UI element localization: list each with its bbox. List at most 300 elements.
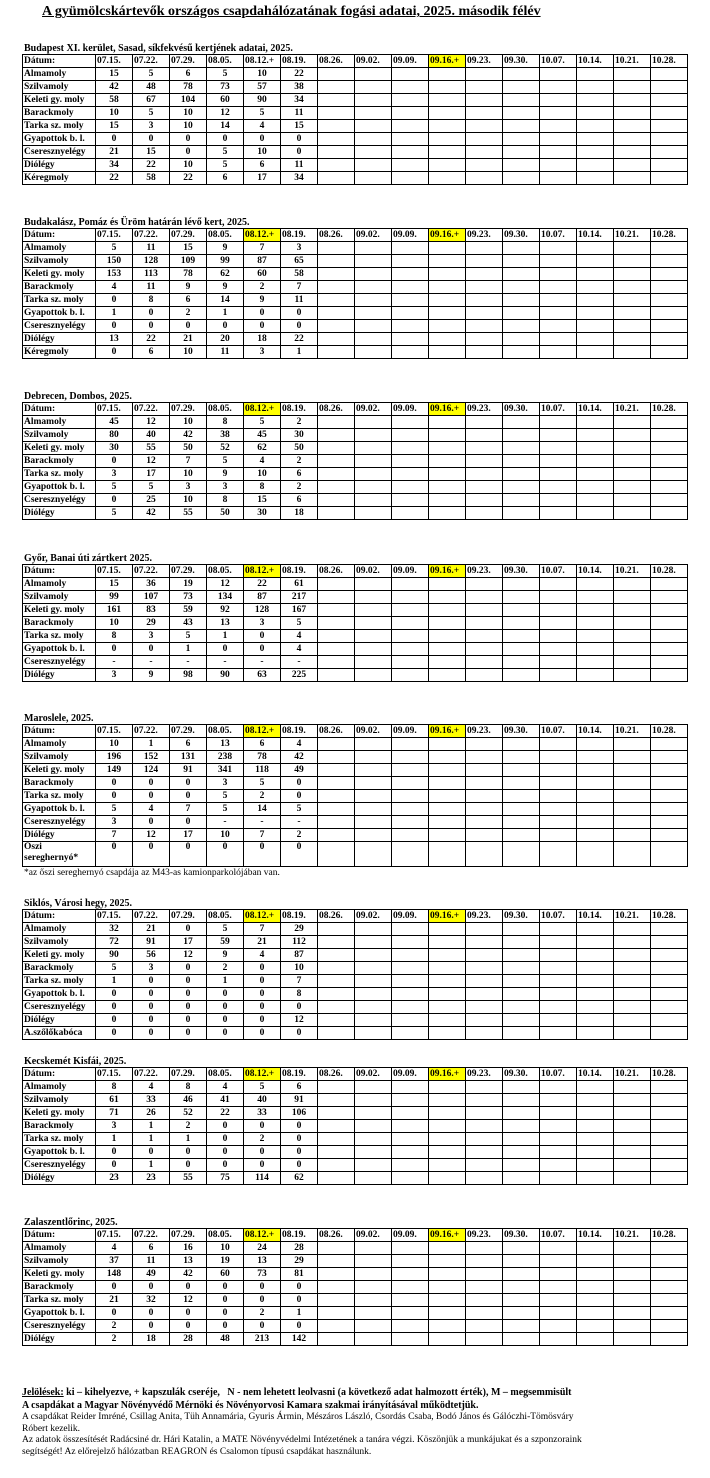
catch-value-cell: 12 [133,829,170,842]
catch-value-cell [577,494,614,507]
catch-value-cell [540,94,577,107]
pest-label: Kéregmoly [23,346,96,359]
catch-value-cell [318,68,355,81]
table-row [23,1294,688,1307]
catch-value-cell [318,455,355,468]
catch-value-cell [429,1255,466,1268]
catch-value-cell [355,764,392,777]
catch-value-cell [540,816,577,829]
catch-value-cell: 13 [207,617,244,630]
catch-value-cell: 128 [133,255,170,268]
catch-value-cell: 11 [207,346,244,359]
catch-value-cell: 0 [244,962,281,975]
date-header-cell: 09.09. [392,565,429,578]
table-row [23,803,688,816]
catch-value-cell [318,1159,355,1172]
catch-value-cell [429,455,466,468]
catch-value-cell [503,468,540,481]
catch-value-cell [540,1320,577,1333]
catch-value-cell [466,1107,503,1120]
date-header-cell: 09.23. [466,565,503,578]
catch-value-cell [392,1133,429,1146]
catch-value-cell: 48 [133,81,170,94]
catch-value-cell [466,1255,503,1268]
pest-label: Gyapottok b. l. [23,481,96,494]
catch-value-cell [318,777,355,790]
catch-value-cell: 11 [133,242,170,255]
catch-value-cell [577,751,614,764]
catch-value-cell [540,1268,577,1281]
date-header-cell: 10.21. [614,55,651,68]
date-header-cell: 08.05. [207,403,244,416]
catch-value-cell [466,281,503,294]
catch-value-cell: 5 [244,777,281,790]
catch-value-cell [355,630,392,643]
catch-value-cell [651,591,688,604]
date-header-label: Dátum: [23,910,96,923]
catch-value-cell: 57 [244,81,281,94]
catch-value-cell: 0 [207,988,244,1001]
catch-value-cell [318,320,355,333]
pest-label: Tarka sz. moly [23,468,96,481]
table-row [23,1120,688,1133]
date-header-cell: 08.12.+ [244,1229,281,1242]
catch-value-cell: 34 [281,94,318,107]
catch-value-cell: 0 [133,816,170,829]
catch-value-cell [503,1107,540,1120]
catch-value-cell [392,578,429,591]
catch-value-cell [466,643,503,656]
catch-value-cell [466,816,503,829]
catch-value-cell [577,1094,614,1107]
catch-value-cell [466,468,503,481]
catch-value-cell [651,468,688,481]
catch-value-cell [577,842,614,867]
catch-value-cell [318,281,355,294]
catch-value-cell [318,604,355,617]
catch-value-cell [318,172,355,185]
catch-value-cell: 124 [133,764,170,777]
table-row [23,1133,688,1146]
site-caption: Budapest XI. kerület, Sasad, síkfekvésű kertjének adatai, 2025. [24,43,293,54]
catch-value-cell: 55 [133,442,170,455]
catch-value-cell: 22 [244,578,281,591]
table-row [23,1027,688,1040]
catch-value-cell [392,429,429,442]
catch-value-cell [651,1242,688,1255]
catch-value-cell: 17 [170,829,207,842]
date-header-cell: 07.22. [133,1229,170,1242]
catch-value-cell: 21 [244,936,281,949]
date-header-label: Dátum: [23,1068,96,1081]
catch-value-cell [355,346,392,359]
catch-value-cell [429,146,466,159]
catch-value-cell: 0 [207,1133,244,1146]
catch-value-cell [577,975,614,988]
catch-value-cell: 3 [133,630,170,643]
catch-value-cell: 30 [281,429,318,442]
catch-value-cell: 22 [207,1107,244,1120]
catch-value-cell [429,1001,466,1014]
catch-value-cell [651,281,688,294]
catch-value-cell: - [96,656,133,669]
catch-value-cell: 7 [281,281,318,294]
catch-value-cell [392,1081,429,1094]
catch-value-cell [466,242,503,255]
date-header-cell: 09.02. [355,1229,392,1242]
table-row [23,281,688,294]
date-header-cell: 08.19. [281,229,318,242]
date-header-cell: 08.26. [318,229,355,242]
catch-value-cell [429,1133,466,1146]
catch-value-cell: 0 [133,307,170,320]
table-row [23,133,688,146]
catch-value-cell [503,1255,540,1268]
catch-value-cell [614,604,651,617]
catch-value-cell [318,1294,355,1307]
catch-value-cell [614,949,651,962]
pest-label: Kéregmoly [23,172,96,185]
date-header-cell: 07.15. [96,229,133,242]
catch-value-cell: 0 [170,842,207,867]
catch-value-cell [503,1133,540,1146]
catch-value-cell: 40 [244,1094,281,1107]
catch-value-cell: 0 [281,1294,318,1307]
catch-value-cell: 0 [96,842,133,867]
catch-value-cell [355,159,392,172]
catch-value-cell: 1 [133,738,170,751]
catch-value-cell [540,591,577,604]
catch-value-cell: 56 [133,949,170,962]
catch-value-cell [577,94,614,107]
date-header-row [23,229,688,242]
catch-value-cell: 23 [133,1172,170,1185]
catch-value-cell [540,416,577,429]
catch-value-cell: 0 [281,1133,318,1146]
catch-value-cell [466,777,503,790]
catch-value-cell [392,790,429,803]
table-row [23,416,688,429]
catch-value-cell [577,1159,614,1172]
catch-value-cell [318,507,355,520]
catch-value-cell: 8 [96,1081,133,1094]
catch-value-cell: 10 [170,494,207,507]
catch-value-cell [503,172,540,185]
catch-value-cell [577,1172,614,1185]
catch-value-cell [355,68,392,81]
catch-value-cell: 15 [281,120,318,133]
catch-value-cell: 60 [244,268,281,281]
catch-value-cell [318,975,355,988]
date-header-row [23,910,688,923]
catch-value-cell: 6 [244,738,281,751]
catch-value-cell: 13 [207,738,244,751]
catch-value-cell [318,1081,355,1094]
catch-value-cell [651,333,688,346]
date-header-label: Dátum: [23,1229,96,1242]
catch-value-cell: 5 [96,803,133,816]
catch-value-cell [355,949,392,962]
catch-value-cell [392,172,429,185]
catch-value-cell [355,1094,392,1107]
pest-label: Diólégy [23,159,96,172]
catch-value-cell [614,1133,651,1146]
catch-value-cell: 142 [281,1333,318,1346]
pest-label: Cseresznyelégy [23,1159,96,1172]
catch-value-cell [503,120,540,133]
table-row [23,455,688,468]
date-header-cell: 07.15. [96,910,133,923]
date-header-cell: 08.12.+ [244,229,281,242]
catch-value-cell: 0 [96,790,133,803]
catch-value-cell: 13 [96,333,133,346]
catch-value-cell: 15 [96,120,133,133]
catch-value-cell: 0 [96,320,133,333]
pest-label: Almamoly [23,578,96,591]
pest-label: Almamoly [23,923,96,936]
catch-value-cell [466,936,503,949]
catch-value-cell: 0 [244,320,281,333]
catch-value-cell [429,320,466,333]
pest-label: Barackmoly [23,962,96,975]
catch-value-cell [392,281,429,294]
catch-value-cell [318,242,355,255]
catch-value-cell [392,751,429,764]
catch-value-cell [355,751,392,764]
catch-value-cell [392,656,429,669]
catch-value-cell [392,975,429,988]
catch-value-cell [614,803,651,816]
catch-value-cell [392,455,429,468]
catch-value-cell [392,107,429,120]
catch-value-cell [540,268,577,281]
date-header-cell: 09.30. [503,565,540,578]
catch-value-cell [392,816,429,829]
catch-value-cell [651,1081,688,1094]
catch-value-cell [466,429,503,442]
catch-value-cell: 8 [207,416,244,429]
catch-value-cell: 12 [207,578,244,591]
catch-value-cell: 43 [170,617,207,630]
catch-value-cell: 10 [207,1242,244,1255]
catch-value-cell [429,307,466,320]
catch-value-cell [614,816,651,829]
catch-value-cell: 21 [170,333,207,346]
catch-value-cell: 18 [244,333,281,346]
catch-value-cell: 87 [281,949,318,962]
catch-value-cell [614,1027,651,1040]
table-row [23,107,688,120]
catch-value-cell [614,81,651,94]
catch-value-cell [540,468,577,481]
catch-value-cell: 148 [96,1268,133,1281]
catch-value-cell [503,255,540,268]
catch-value-cell [429,416,466,429]
catch-value-cell [318,1255,355,1268]
catch-value-cell [540,320,577,333]
catch-value-cell: 80 [96,429,133,442]
date-header-cell: 08.19. [281,1068,318,1081]
catch-value-cell [503,94,540,107]
pest-label: Gyapottok b. l. [23,1307,96,1320]
catch-value-cell [503,133,540,146]
catch-value-cell [651,669,688,682]
pest-label: Almamoly [23,1081,96,1094]
catch-value-cell [503,1320,540,1333]
catch-value-cell [503,159,540,172]
catch-value-cell [503,333,540,346]
catch-value-cell: 21 [96,146,133,159]
catch-value-cell [392,442,429,455]
catch-value-cell [355,333,392,346]
management-note: A csapdákat a Magyar Növényvédő Mérnöki és Növényorvosi Kamara szakmai irányításával működtetjük. [22,1399,479,1411]
catch-value-cell [466,630,503,643]
catch-value-cell [318,751,355,764]
trap-catch-table [22,54,688,185]
catch-value-cell: 1 [133,1120,170,1133]
catch-value-cell [392,268,429,281]
catch-value-cell [503,738,540,751]
catch-value-cell [466,68,503,81]
catch-value-cell [577,1133,614,1146]
catch-value-cell: 0 [170,923,207,936]
catch-value-cell: 107 [133,591,170,604]
catch-value-cell: 5 [207,923,244,936]
catch-value-cell [651,172,688,185]
catch-value-cell: 3 [96,468,133,481]
catch-value-cell: 7 [170,455,207,468]
catch-value-cell: 17 [244,172,281,185]
catch-value-cell: 2 [244,1133,281,1146]
catch-value-cell: 0 [96,777,133,790]
date-header-cell: 09.30. [503,725,540,738]
catch-value-cell [503,816,540,829]
catch-value-cell: 112 [281,936,318,949]
date-header-cell: 08.26. [318,910,355,923]
date-header-cell: 09.16.+ [429,725,466,738]
catch-value-cell [540,1081,577,1094]
catch-value-cell [503,1333,540,1346]
catch-value-cell [651,120,688,133]
catch-value-cell [355,507,392,520]
catch-value-cell [540,829,577,842]
catch-value-cell [614,777,651,790]
catch-value-cell [614,764,651,777]
catch-value-cell: 46 [170,1094,207,1107]
catch-value-cell: 90 [244,94,281,107]
catch-value-cell: 81 [281,1268,318,1281]
catch-value-cell [392,591,429,604]
catch-value-cell [614,494,651,507]
table-row [23,320,688,333]
catch-value-cell [540,842,577,867]
catch-value-cell: 0 [244,630,281,643]
catch-value-cell: 42 [170,429,207,442]
catch-value-cell [577,1333,614,1346]
catch-value-cell: 50 [207,507,244,520]
catch-value-cell [577,816,614,829]
catch-value-cell: 0 [96,643,133,656]
catch-value-cell: 10 [170,120,207,133]
date-header-label: Dátum: [23,229,96,242]
catch-value-cell [614,1307,651,1320]
catch-value-cell [540,120,577,133]
pest-label: Gyapottok b. l. [23,643,96,656]
pest-label: Gyapottok b. l. [23,133,96,146]
catch-value-cell: 8 [281,988,318,1001]
catch-value-cell [503,1268,540,1281]
catch-value-cell: 38 [281,81,318,94]
catch-value-cell [614,68,651,81]
catch-value-cell [577,738,614,751]
catch-value-cell: 0 [281,1281,318,1294]
date-header-cell: 08.26. [318,55,355,68]
catch-value-cell [540,333,577,346]
table-row [23,816,688,829]
catch-value-cell: 0 [96,455,133,468]
catch-value-cell: 28 [170,1333,207,1346]
catch-value-cell: 0 [170,962,207,975]
catch-value-cell [318,307,355,320]
catch-value-cell [540,507,577,520]
catch-value-cell: 55 [170,507,207,520]
catch-value-cell [614,1146,651,1159]
date-header-cell: 07.22. [133,55,170,68]
catch-value-cell [392,346,429,359]
catch-value-cell: 50 [170,442,207,455]
catch-value-cell [651,816,688,829]
catch-value-cell [577,656,614,669]
date-header-cell: 09.23. [466,1229,503,1242]
catch-value-cell [392,416,429,429]
date-header-cell: 10.28. [651,1068,688,1081]
catch-value-cell [614,133,651,146]
date-header-cell: 09.23. [466,1068,503,1081]
catch-value-cell [429,1172,466,1185]
catch-value-cell [355,1146,392,1159]
catch-value-cell [614,738,651,751]
table-row [23,936,688,949]
catch-value-cell: 12 [133,416,170,429]
catch-value-cell [466,81,503,94]
catch-value-cell [540,1307,577,1320]
catch-value-cell [651,604,688,617]
catch-value-cell [540,975,577,988]
catch-value-cell [466,159,503,172]
catch-value-cell: 22 [133,159,170,172]
date-header-cell: 08.19. [281,403,318,416]
date-header-cell: 09.23. [466,229,503,242]
catch-value-cell [503,1081,540,1094]
catch-value-cell [429,578,466,591]
date-header-cell: 10.28. [651,229,688,242]
catch-value-cell: 0 [281,842,318,867]
catch-value-cell: 5 [207,455,244,468]
catch-value-cell: 0 [244,1120,281,1133]
catch-value-cell: 10 [170,346,207,359]
catch-value-cell: 0 [244,1294,281,1307]
date-header-cell: 09.16.+ [429,403,466,416]
catch-value-cell: 0 [281,1320,318,1333]
catch-value-cell [614,1120,651,1133]
catch-value-cell: 0 [96,1281,133,1294]
catch-value-cell [392,962,429,975]
date-header-label: Dátum: [23,55,96,68]
catch-value-cell: 17 [170,936,207,949]
catch-value-cell: 2 [281,481,318,494]
catch-value-cell [392,494,429,507]
catch-value-cell: 18 [281,507,318,520]
